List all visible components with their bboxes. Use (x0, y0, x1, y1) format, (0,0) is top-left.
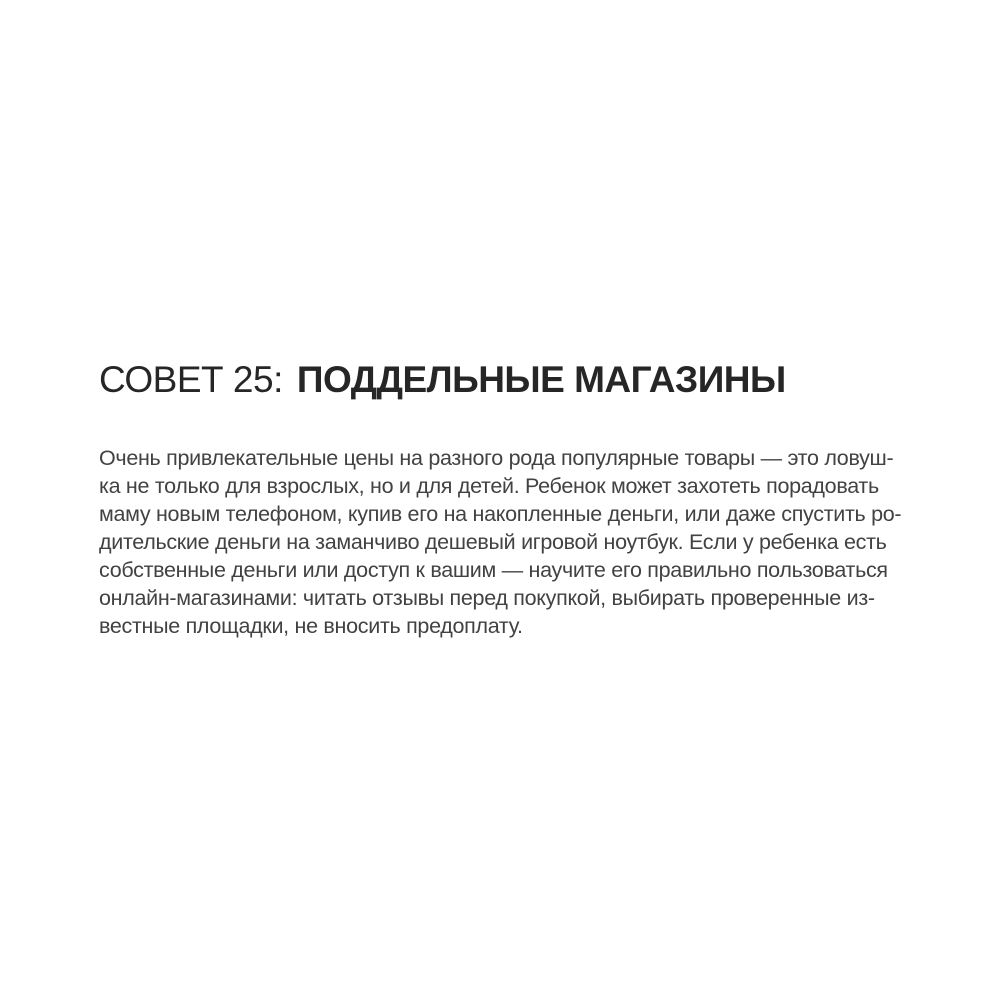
tip-body-paragraph (99, 444, 929, 640)
body-line: ка не только для взрослых, но и для детей. Ребенок может захотеть порадовать (99, 474, 879, 498)
body-line: собственные деньги или доступ к вашим — научите его правильно пользоваться (99, 558, 888, 582)
body-line: маму новым телефоном, купив его на накопленные деньги, или даже спустить ро- (99, 502, 902, 526)
tip-number-label: СОВЕТ 25: (99, 359, 283, 400)
body-line: онлайн-магазинами: читать отзывы перед покупкой, выбирать проверенные из- (99, 586, 875, 610)
body-line: Очень привлекательные цены на разного рода популярные товары — это ловуш- (99, 446, 894, 470)
body-line: вестные площадки, не вносить предоплату. (99, 614, 523, 638)
tip-heading (99, 360, 786, 401)
body-line: дительские деньги на заманчиво дешевый игровой ноутбук. Если у ребенка есть (99, 530, 887, 554)
tip-title: ПОДДЕЛЬНЫЕ МАГАЗИНЫ (296, 359, 786, 400)
